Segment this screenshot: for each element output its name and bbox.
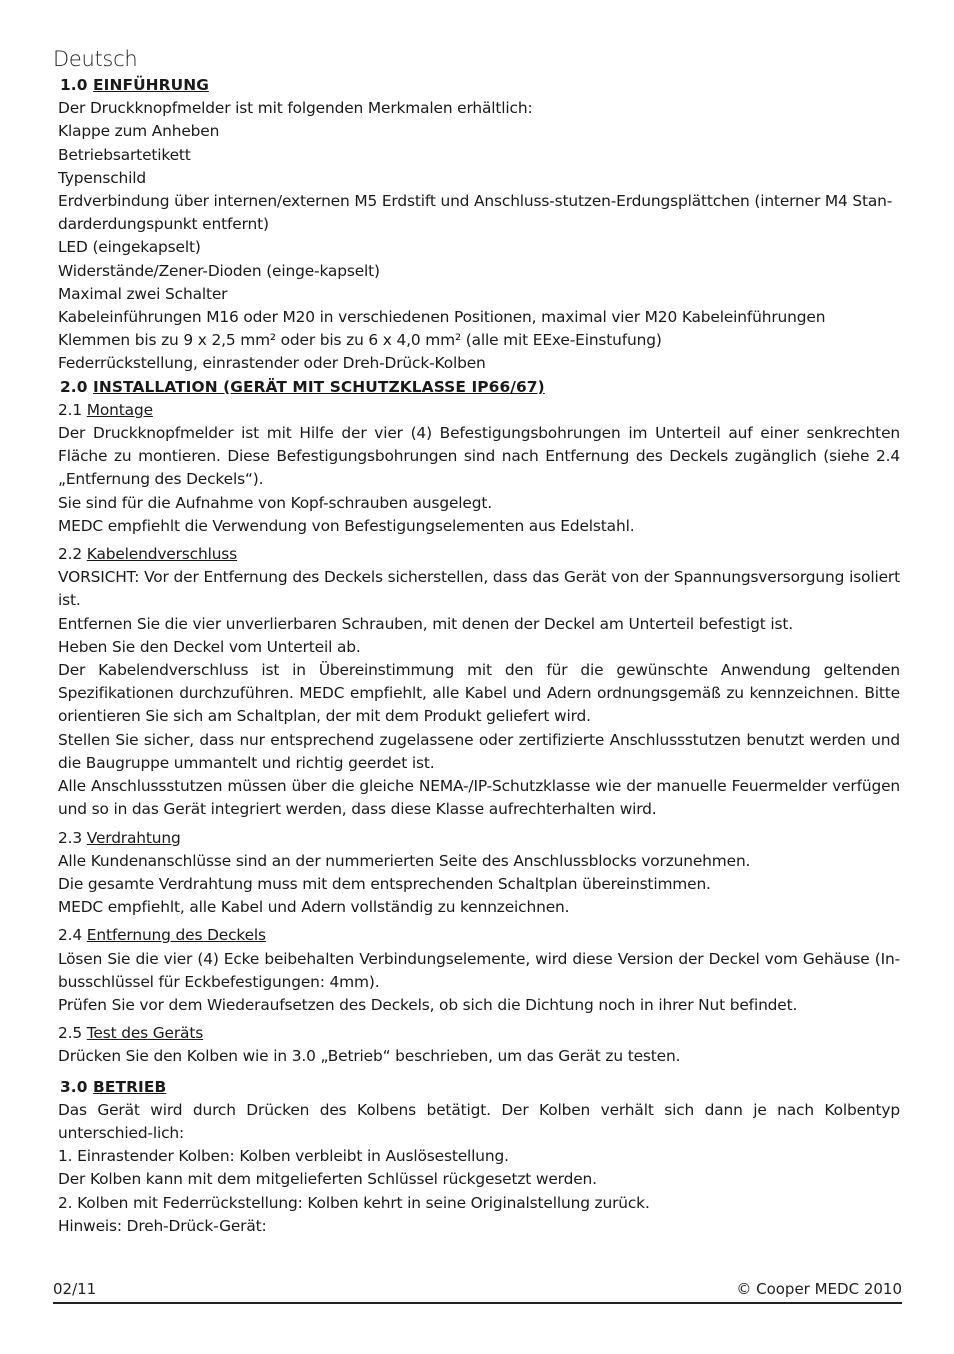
subsection-number: 2.3 [58,828,83,847]
paragraph: Entfernen Sie die vier unverlierbaren Schrauben, mit denen der Deckel am Unterteil befestigt ist. [58,614,794,633]
text-line: Klappe zum Anheben [58,122,220,141]
paragraph: Der Druckknopfmelder ist mit Hilfe der vier (4) Befestigungsbohrungen im Unterteil auf einer senkrechten Fläche zu montieren. Diese Befestigungsbohrungen sind nach Entfernung des Deckels zugänglich (siehe 2.4 „Entfernung des Deckels“). [58,424,900,489]
paragraph: VORSICHT: Vor der Entfernung des Deckels sicherstellen, dass das Gerät von der Spannungsversorgung isoliert ist. [58,568,900,610]
subsection-heading-2-4 [58,924,900,947]
subsection-heading-2-2 [58,543,900,566]
subsection-title: Entfernung des Deckels [86,926,266,945]
paragraph: Hinweis: Dreh-Drück-Gerät: [58,1216,267,1235]
text-line: Federrückstellung, einrastender oder Dreh-Drück-Kolben [58,354,486,373]
subsection-number: 2.5 [58,1024,83,1043]
footer-divider [53,1302,902,1304]
paragraph: Prüfen Sie vor dem Wiederaufsetzen des Deckels, ob sich die Dichtung noch in ihrer Nut befindet. [58,995,798,1014]
subsection-title: Montage [86,400,153,419]
section-heading-1 [60,74,900,97]
section-heading-2 [60,376,900,399]
subsection-heading-2-1 [58,399,900,422]
text-line: Typenschild [58,168,147,187]
paragraph: MEDC empfiehlt die Verwendung von Befestigungselementen aus Edelstahl. [58,516,635,535]
paragraph: Stellen Sie sicher, dass nur entsprechend zugelassene oder zertifizierte Anschlussstutzen benutzt werden und die Baugruppe ummantelt und richtig geerdet ist. [58,730,900,772]
section-number: 1.0 [60,76,88,94]
text-line: Widerstände/Zener-Dioden (einge-kapselt) [58,261,380,280]
subsection-heading-2-3 [58,827,900,850]
section-number: 3.0 [60,1077,88,1096]
language-label: Deutsch [53,47,138,71]
text-line: Der Druckknopfmelder ist mit folgenden Merkmalen erhältlich: [58,99,533,118]
text-line: Kabeleinführungen M16 oder M20 in verschiedenen Positionen, maximal vier M20 Kabeleinführungen [58,308,826,327]
text-line: Betriebsartetikett [58,145,191,164]
text-line: Klemmen bis zu 9 x 2,5 mm² oder bis zu 6 x 4,0 mm² (alle mit EExe-Einstufung) [58,331,662,350]
section-heading-3 [60,1076,900,1099]
footer-copyright: © Cooper MEDC 2010 [736,1280,902,1298]
paragraph: Heben Sie den Deckel vom Unterteil ab. [58,637,361,656]
section-title: INSTALLATION (GERÄT MIT SCHUTZKLASSE IP66/67) [93,377,545,396]
paragraph: MEDC empfiehlt, alle Kabel und Adern vollständig zu kennzeichnen. [58,898,570,917]
page-footer [53,1280,902,1302]
paragraph: Alle Anschlussstutzen müssen über die gleiche NEMA-/IP-Schutzklasse wie der manuelle Feuermelder verfügen und so in das Gerät integriert werden, dass diese Klasse aufrechterhalten wird. [58,777,900,819]
footer-date: 02/11 [53,1280,97,1298]
paragraph: Drücken Sie den Kolben wie in 3.0 „Betrieb“ beschrieben, um das Gerät zu testen. [58,1047,681,1066]
text-line: darderdungspunkt entfernt) [58,215,269,234]
section-number: 2.0 [60,377,88,396]
text-line: LED (eingekapselt) [58,238,201,257]
section-title: EINFÜHRUNG [93,76,209,94]
subsection-number: 2.1 [58,400,83,419]
paragraph: Das Gerät wird durch Drücken des Kolbens betätigt. Der Kolben verhält sich dann je nach Kolbentyp unterschied-lich: [58,1100,900,1142]
paragraph: Der Kolben kann mit dem mitgelieferten Schlüssel rückgesetzt werden. [58,1170,597,1189]
paragraph: Lösen Sie die vier (4) Ecke beibehalten Verbindungselemente, wird diese Version der Deckel vom Gehäuse (In-busschlüssel für Eckbefestigungen: 4mm). [58,949,900,991]
subsection-number: 2.4 [58,926,83,945]
text-line: Erdverbindung über internen/externen M5 Erdstift und Anschluss-stutzen-Erdungsplättchen (interner M4 Stan- [58,192,893,211]
paragraph: Alle Kundenanschlüsse sind an der nummerierten Seite des Anschlussblocks vorzunehmen. [58,851,751,870]
paragraph: 1. Einrastender Kolben: Kolben verbleibt in Auslösestellung. [58,1147,509,1166]
subsection-title: Kabelendverschluss [86,545,238,564]
document-body [58,74,900,1238]
paragraph: 2. Kolben mit Federrückstellung: Kolben kehrt in seine Originalstellung zurück. [58,1193,650,1212]
subsection-heading-2-5 [58,1022,900,1045]
paragraph: Der Kabelendverschluss ist in Übereinstimmung mit den für die gewünschte Anwendung geltenden Spezifikationen durchzuführen. MEDC empfiehlt, alle Kabel und Adern ordnungsgemäß zu kennzeichnen. Bitte orientieren Sie sich am Schaltplan, der mit dem Produkt geliefert wird. [58,661,900,726]
subsection-title: Verdrahtung [86,828,181,847]
subsection-number: 2.2 [58,545,83,564]
paragraph: Die gesamte Verdrahtung muss mit dem entsprechenden Schaltplan übereinstimmen. [58,874,711,893]
subsection-title: Test des Geräts [86,1024,204,1043]
section-title: BETRIEB [93,1077,167,1096]
paragraph: Sie sind für die Aufnahme von Kopf-schrauben ausgelegt. [58,493,492,512]
text-line: Maximal zwei Schalter [58,284,228,303]
